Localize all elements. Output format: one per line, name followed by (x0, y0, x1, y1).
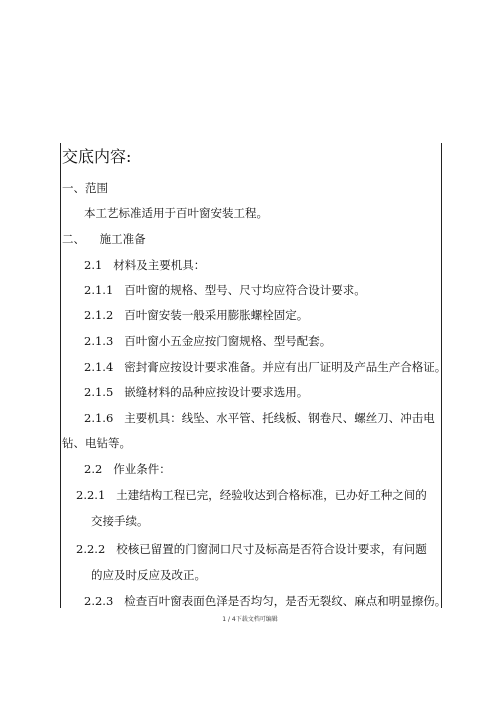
item-text: 校核已留置的门窗洞口尺寸及标高是否符合设计要求，有问题 (116, 542, 427, 556)
item-number: 2.2.2 (76, 542, 106, 556)
item-number: 2.1.6 (84, 411, 114, 425)
item-number: 2.1.3 (84, 334, 114, 348)
item-2-2-2-continuation: 的应及时反应及改正。 (91, 568, 206, 582)
section-heading-preparation: 二、 施工准备 (62, 232, 146, 246)
item-number: 2.1 (84, 258, 103, 272)
item-2-1-6 (84, 411, 435, 425)
page-footer: 1 / 4下载文档可编辑 (222, 616, 278, 623)
item-2-1-6-continuation: 钻、电钻等。 (62, 436, 131, 450)
item-2-2-3 (84, 594, 446, 608)
item-number: 2.1.4 (84, 360, 114, 374)
item-2-2-2 (76, 542, 427, 556)
item-2-1 (84, 258, 205, 272)
item-text: 检查百叶窗表面色泽是否均匀，是否无裂纹、麻点和明显擦伤。 (124, 594, 447, 608)
item-2-1-1 (84, 283, 366, 297)
item-text: 嵌缝材料的品种应按设计要求选用。 (124, 385, 309, 399)
item-2-1-2 (84, 308, 308, 322)
item-2-2-1-continuation: 交接手续。 (91, 514, 149, 528)
item-text: 密封膏应按设计要求准备。并应有出厂证明及产品生产合格证。 (124, 360, 447, 374)
item-number: 2.2 (84, 462, 103, 476)
table-border-left (60, 143, 61, 608)
item-text: 百叶窗安装一般采用膨胀螺栓固定。 (124, 308, 309, 322)
item-number: 2.1.2 (84, 308, 114, 322)
item-2-2-1 (76, 488, 427, 502)
scope-text: 本工艺标准适用于百叶窗安装工程。 (84, 206, 268, 220)
item-text: 百叶窗的规格、型号、尺寸均应符合设计要求。 (124, 283, 366, 297)
item-text: 主要机具：线坠、水平管、托线板、钢卷尺、螺丝刀、冲击电 (124, 411, 435, 425)
item-2-1-4 (84, 360, 446, 374)
table-border-right (441, 143, 442, 608)
item-text: 土建结构工程已完，经验收达到合格标准，已办好工种之间的 (116, 488, 427, 502)
item-2-1-3 (84, 334, 331, 348)
page-title: 交底内容: (62, 147, 132, 166)
section-heading-scope: 一、范围 (62, 181, 108, 195)
item-number: 2.1.1 (84, 283, 114, 297)
item-2-1-5 (84, 385, 308, 399)
item-2-2 (84, 462, 171, 476)
item-number: 2.2.1 (76, 488, 106, 502)
item-text: 百叶窗小五金应按门窗规格、型号配套。 (124, 334, 332, 348)
item-number: 2.1.5 (84, 385, 114, 399)
item-number: 2.2.3 (84, 594, 114, 608)
item-text: 作业条件： (113, 462, 171, 476)
item-text: 材料及主要机具： (113, 258, 206, 272)
